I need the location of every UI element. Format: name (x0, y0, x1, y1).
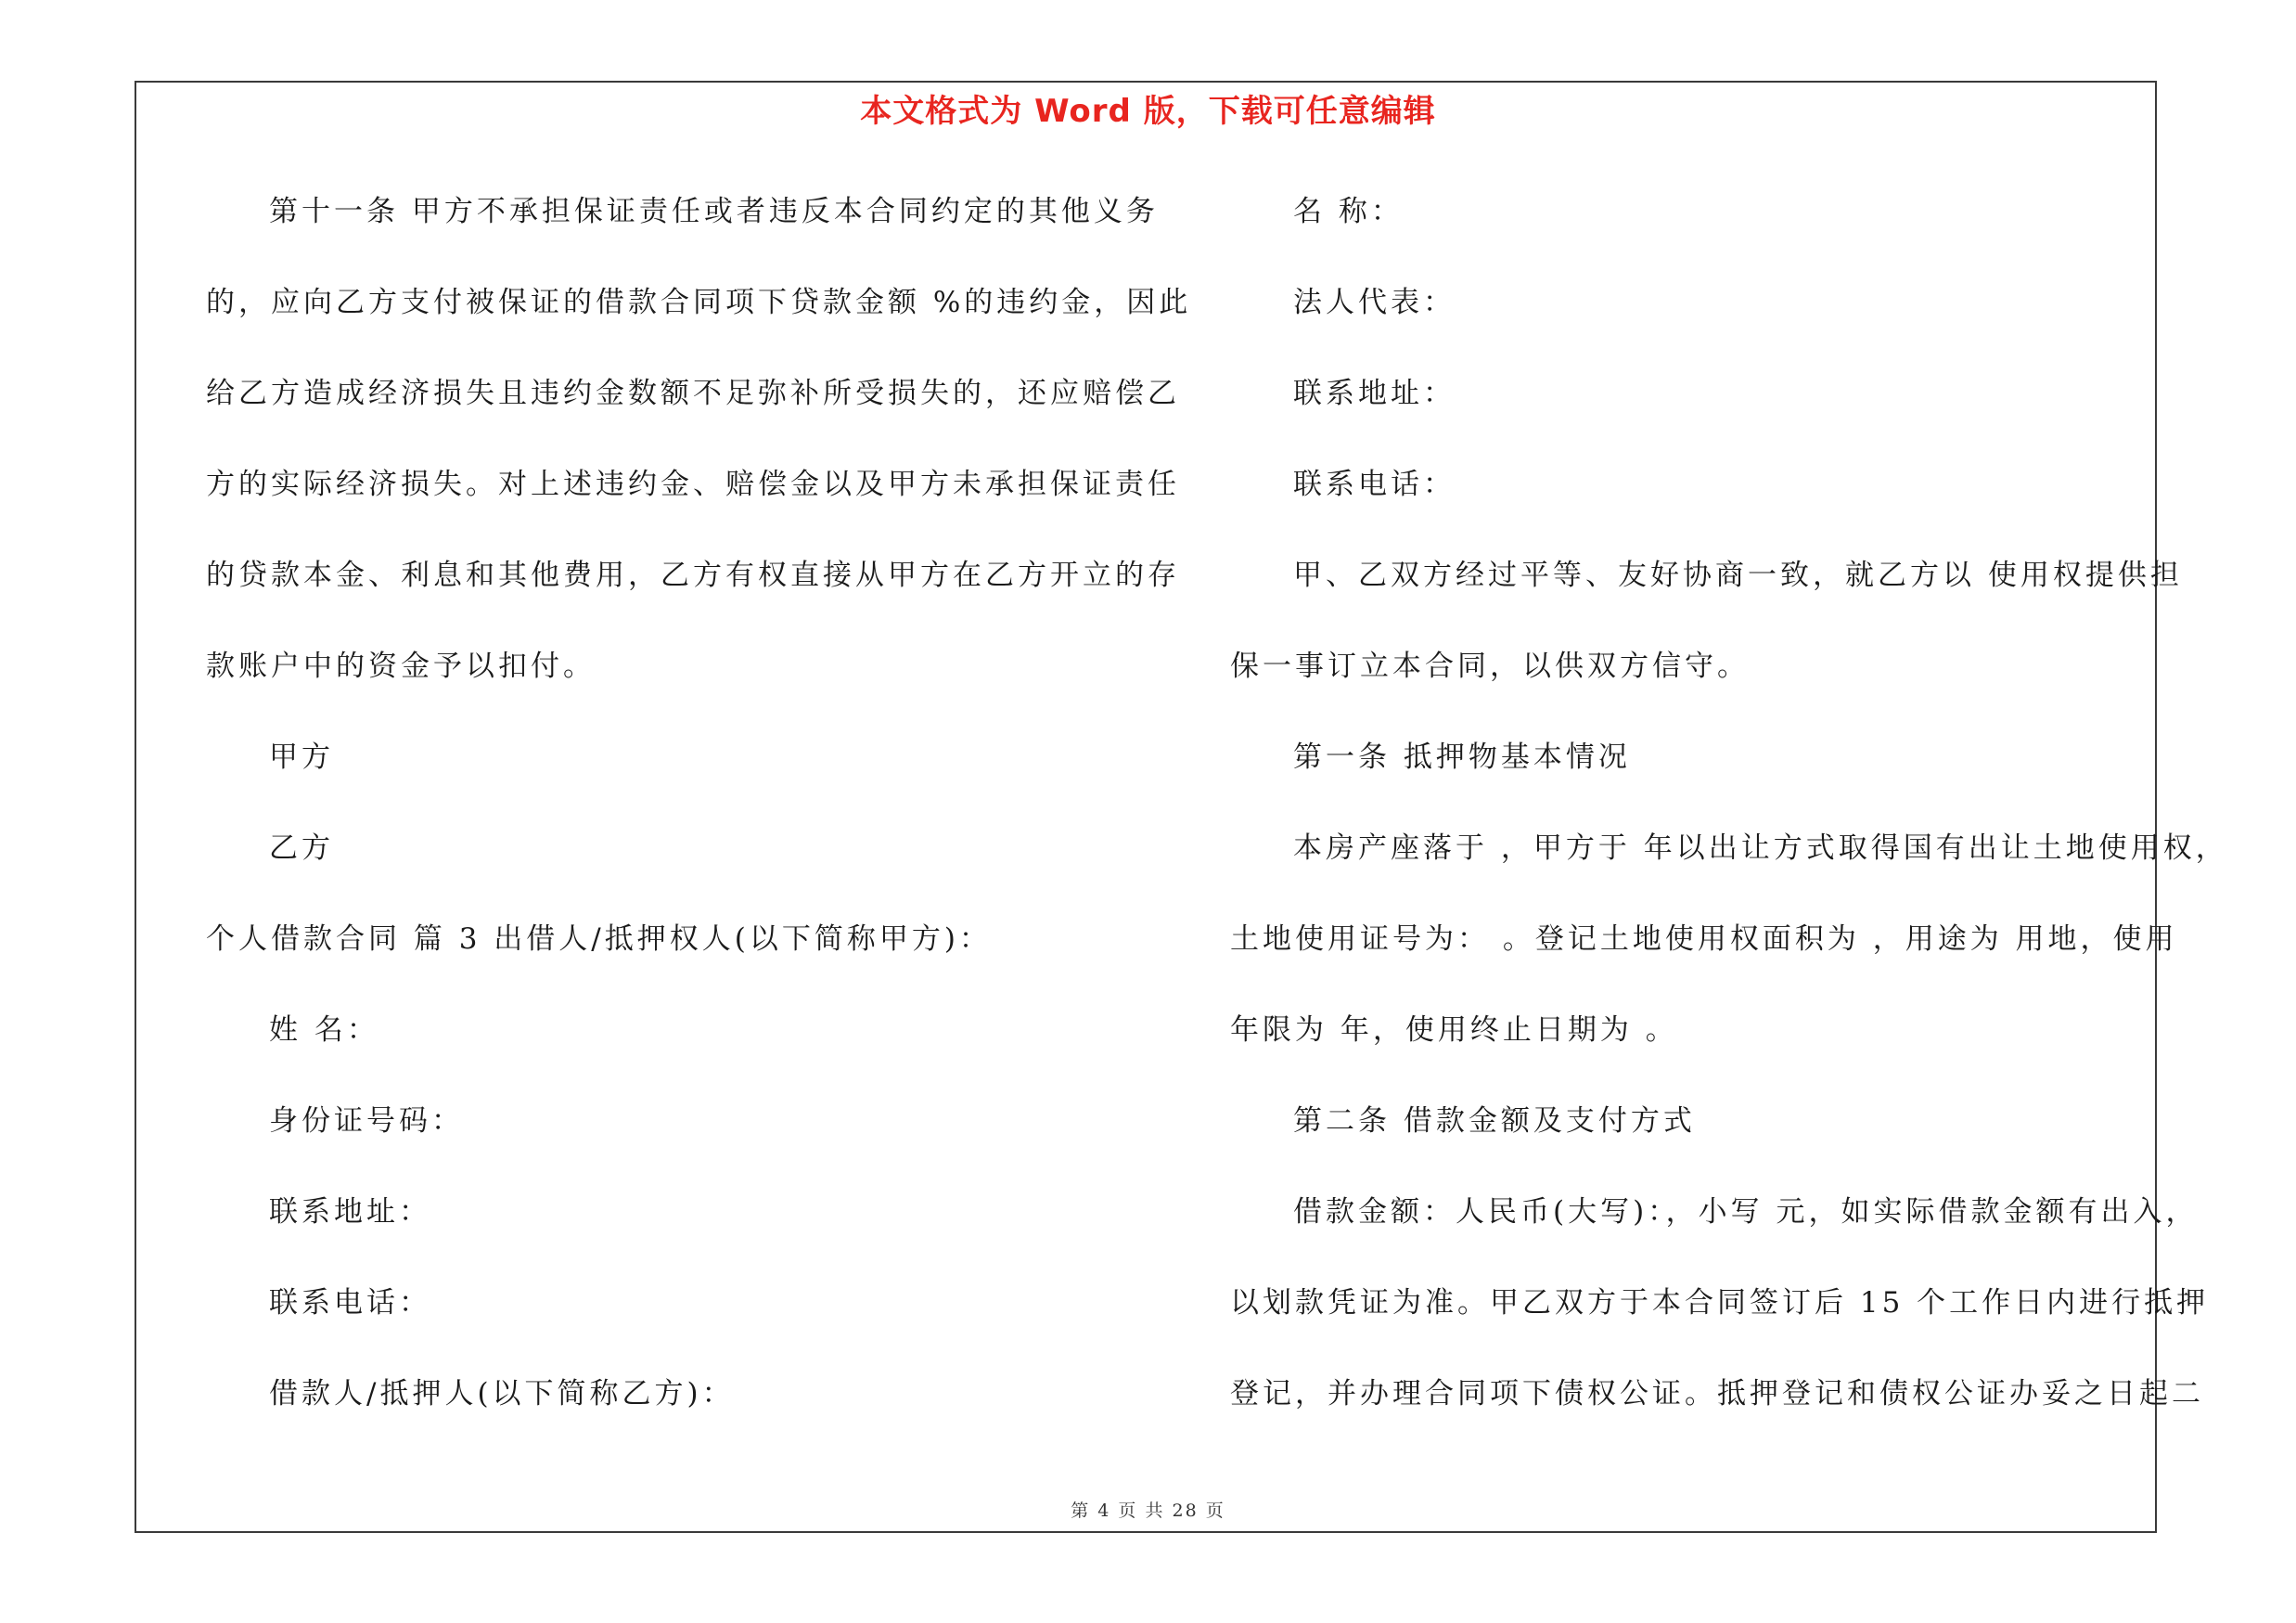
text-line: 给乙方造成经济损失且违约金数额不足弥补所受损失的，还应赔偿乙 (206, 377, 1180, 410)
text-line: 乙方 (269, 831, 334, 865)
text-line: 联系地址： (269, 1195, 431, 1229)
right-column (1230, 184, 2228, 1457)
text-line: 土地使用证号为： 。登记土地使用权面积为 ，用途为 用地，使用 (1230, 922, 2178, 956)
text-line: 法人代表： (1293, 286, 1456, 319)
page-number-footer: 第 4 页 共 28 页 (1071, 1501, 1225, 1521)
text-line: 第二条 借款金额及支付方式 (1293, 1104, 1696, 1138)
text-line: 个人借款合同 篇 3 出借人/抵押权人(以下简称甲方)： (206, 922, 992, 956)
text-line: 第一条 抵押物基本情况 (1293, 741, 1631, 774)
text-line: 方的实际经济损失。对上述违约金、赔偿金以及甲方未承担保证责任 (206, 468, 1180, 501)
text-line: 第十一条 甲方不承担保证责任或者违反本合同约定的其他义务 (269, 195, 1159, 228)
text-line: 联系电话： (269, 1286, 431, 1320)
text-line: 甲方 (269, 741, 334, 774)
text-line: 名 称： (1293, 195, 1404, 228)
text-line: 身份证号码： (269, 1104, 464, 1138)
text-line: 登记，并办理合同项下债权公证。抵押登记和债权公证办妥之日起二 (1230, 1377, 2204, 1410)
text-line: 借款人/抵押人(以下简称乙方)： (269, 1377, 735, 1410)
format-banner: 本文格式为 Word 版，下载可任意编辑 (860, 93, 1436, 130)
text-line: 款账户中的资金予以扣付。 (206, 650, 596, 683)
text-line: 的，应向乙方支付被保证的借款合同项下贷款金额 %的违约金，因此 (206, 286, 1192, 319)
left-column (206, 184, 1192, 1457)
text-line: 甲、乙双方经过平等、友好协商一致，就乙方以 使用权提供担 (1293, 559, 2183, 592)
text-line: 年限为 年，使用终止日期为 。 (1230, 1013, 1678, 1047)
text-line: 以划款凭证为准。甲乙双方于本合同签订后 15 个工作日内进行抵押 (1230, 1286, 2210, 1320)
text-line: 联系地址： (1293, 377, 1456, 410)
text-line: 保一事订立本合同，以供双方信守。 (1230, 650, 1750, 683)
text-line: 本房产座落于 ，甲方于 年以出让方式取得国有出让土地使用权， (1293, 831, 2228, 865)
text-line: 借款金额：人民币(大写)：，小写 元，如实际借款金额有出入， (1293, 1195, 2199, 1229)
text-line: 姓 名： (269, 1013, 379, 1047)
text-line: 的贷款本金、利息和其他费用，乙方有权直接从甲方在乙方开立的存 (206, 559, 1180, 592)
text-line: 联系电话： (1293, 468, 1456, 501)
